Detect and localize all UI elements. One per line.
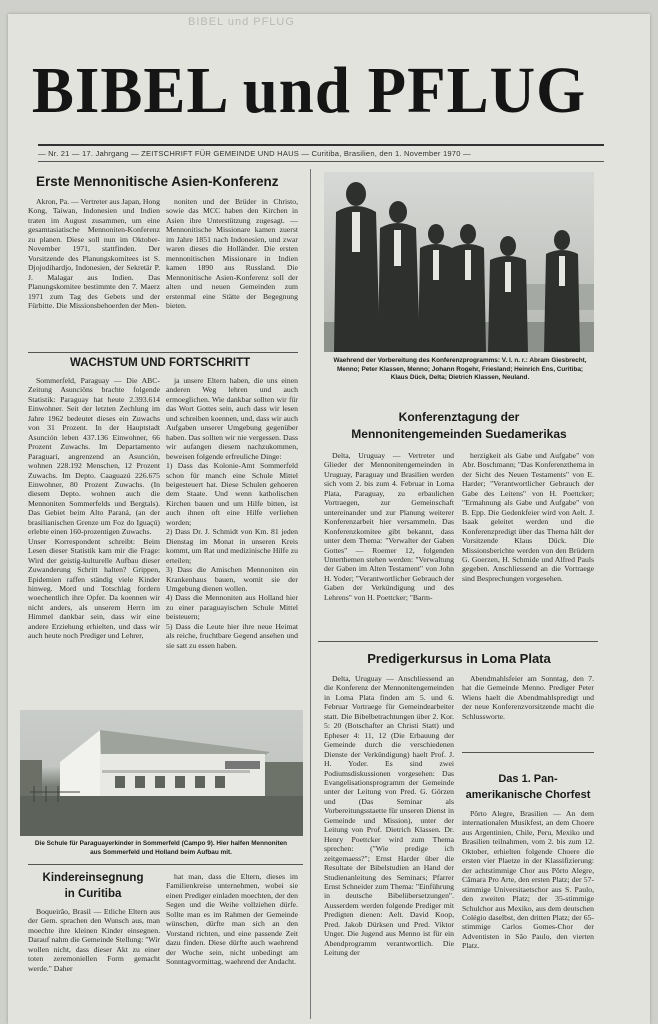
article-konferenz-col1 (324, 451, 454, 636)
section-rule (28, 352, 298, 353)
article-kindereinsegnung-text-1: Boqueirão, Brasil — Etliche Eltern aus der Gem. sprachen den Wunsch aus, man moechte ihre kleinen Kinder einsegnen. Darauf nahm die Gemeinde Stellung: "Wir wollen nicht, dass dieser Akt zu einer toten zeremoniellen Form gemacht werde." Daher (28, 907, 160, 973)
headline-konferenz-2: Mennonitengemeinden Suedamerikas (351, 427, 567, 441)
issue-line: — Nr. 21 — 17. Jahrgang — ZEITSCHRIFT FÜR GEMEINDE UND HAUS — Curitiba, Brasilien, den 1. November 1970 — (38, 149, 471, 158)
headline-chorfest-1: Das 1. Pan- (498, 773, 558, 785)
caption-conference: Waehrend der Vorbereitung des Konferenzprogramms: V. l. n. r.: Abram Giesbrecht, Menno; Peter Klassen, Menno; Johann Rogehr, Friesland; Heinrich Ens, Curitiba; Klaus Dück, Delta; Dietrich Klassen, Neuland. (333, 357, 587, 382)
headline-konferenz-1: Konferenztagung der (398, 410, 520, 424)
article-wachstum-text-1: Sommerfeld, Paraguay — Die ABC-Zeitung Asunciöns brachte folgende Statistik: Paraguay hat heute 2.393.614 Einwohner. Seit der letzten Zechlung im Jahre 1962 bedeutet dieses ein Zuwachs von 31 Prozent. In der Hauptstadt Asunción leben 437.136 Einwohner, 66 Prozent Zuwachs. Im Departamento Paraguarí, angrenzend an Asunción, wohnen 228.192 Menschen, 12 Prozent Zuwachs. Im Depto. Caaguazú 226.675 Einwohner, 80 Prozent Zuwachs. (In diesem Depto. wohnen auch die Mennoniten Sommerfelds und Bergtals). Das Gebiet beim Alto Paraná, (an der brasilianischen Grenze um Foz do Iguaçú) erlebte einen 160-prozentigen Zuwachs. Unser Korrespondent schreibt: Beim Lesen dieser Statistik kam mir die Frage: Wird der geistig-kulturelle Aufbau dieser Zuwanderung Schritt halten? Grippen, Epidemien raffen ständig viele Kinder hinweg. Mord und Totschlag fordern woechentlich ihre Opfer. Da koennen wir nicht anders, als unserem Herrn im Himmel dankbar sein, dass wir eine andere Erziehung erhielten, und dass wir auch heute noch Prediger und Lehrer, (28, 376, 160, 641)
article-predigerkursus-col2 (462, 674, 594, 744)
column-divider (310, 169, 311, 1019)
masthead-rule-bottom (38, 161, 604, 162)
article-predigerkursus-text-1: Delta, Uruguay — Anschliessend an die Konferenz der Mennonitengemeinden in Loma Plata finden am 5. und 6. Februar Vortraege für Gemeindearbeiter statt. Die Bibelbetrachtungen über 2. Kor. 5: 20 (Botschafter an Christi Statt) und Epheser 4: 11, 12 (Die Erbauung der Gemeinde durch die verschiedenen Dienste der Verkündigung) haelt Prof. J. H. Yoder. Es sind zwei Podiumsdiskussionen vorgesehen: Das Evangelisationsprogramm der Gemeinde unter der Leitung von Pred. G. Görzen und (Das Seminar als Vorbereitungsstaette für unseren Dienst in Gemeinde und Mission), unter der Leitung von Prof. Dietrich Klassen. Dr. Henry Poettcker wird zum Thema sprechen: ("Wie predige ich zeitgemaess?"; Ernst Harder über die Resultate der Bibelstudien an Hand der Studienanleitung des Seminars; Pfarrer Ernst Schneider zum Thema: "Einführung in deutsche Bibelübersetzungen". Ausserdem werden folgende Prediger mit Predigten dienen: Aelt. David Koop, Pred. Jakob Dürksen und Pred. Viktor Unger. Die Jugend aus Menno ist für ein Abendprogramm verantwortlich. Die Leitung der (324, 674, 454, 958)
school-photo (20, 710, 303, 836)
article-predigerkursus-col1 (324, 674, 454, 1020)
article-konferenz-text-2: herzigkeit als Gabe und Aufgabe" von Abr. Boschmann; "Das Konferenzthema in der Sicht des Neuen Testaments" von E. Harder; "Verantwortlicher Gebrauch der Gabe des Leitens" von H. Poettcker; "Ermahnung als Gabe und Aufgabe" von B. Epp. Die Gedenkfeier wird von Aelt. J. Isaak geleitet werden und die Konferenzpredigt über das Thema hält der Vorsitzende Klaus Dück. Die Missionsberichte werden von den Brüdern G. Goerzen, H. Schmide und Alfred Pauls gegeben. Anschliessend an die Vortraege sind Besprechungen vorgesehen. (462, 451, 594, 583)
article-wachstum-col2 (166, 376, 298, 704)
article-wachstum-col1 (28, 376, 160, 704)
headline-predigerkursus: Predigerkursus in Loma Plata (367, 651, 551, 666)
section-rule (28, 864, 303, 865)
school-building-image (20, 710, 303, 836)
article-kindereinsegnung-col2 (166, 872, 298, 1017)
article-asien-col2 (166, 197, 298, 349)
masthead-rule-top (38, 144, 604, 146)
article-konferenz-text-1: Delta, Uruguay — Vertreter und Glieder der Mennonitengemeinden in Uruguay, Paraguay und Brasilien werden sich vom 2. bis zum 4. Februar in Loma Plata, Paraguay, zu erbaulichen Vortraegen, zur Gemeinschaft untereinander und zur Planung weiterer Konferenzarbeit hier versammeln. Das Konferenzkomitee gibt bekannt, dass unter dem Thema: "Verwalter der Gaben Gottes" — Roemer 12, folgenden Unterthemen stehen werden: "Verwaltung der Gaben im Alten Testament" von John H. Yoder; "Verantwortlicher Gebrauch der Gaben der Verkündigung und des Lehrens" von H. Poettcker; "Barm- (324, 451, 454, 602)
article-asien-text-2: noniten und der Brüder in Christo, sowie das MCC haben den Kirchen in Asien ihre Unterstützung zugesagt. — Mennonitische Missionare kamen zuerst im Jahre 1851 nach Indonesien, und zwar waren dieses die Holländer. Die ersten mennonitischen Missionare in Indien kamen 1890 aus Russland. Die Mennonitische Asien-Konferenz soll der alten und neuen Gemeinden zum erstenmal eine Stätte der Begegnung bieten. (166, 197, 298, 310)
headline-wachstum: WACHSTUM UND FORTSCHRITT (70, 357, 251, 369)
article-chorfest-col1 (462, 809, 594, 1020)
bleed-through-header: BIBEL und PFLUG (188, 16, 295, 28)
caption-school: Die Schule für Paraguayerkinder in Sommerfeld (Campo 9). Hier halfen Mennoniten aus Sommerfeld und Holland beim Aufbau mit. (34, 840, 288, 856)
headline-asien: Erste Mennonitische Asien-Konferenz (36, 174, 279, 189)
article-konferenz-col2 (462, 451, 594, 636)
article-kindereinsegnung-col1 (28, 907, 160, 1017)
headline-chorfest-2: amerikanische Chorfest (465, 789, 591, 801)
conference-photo (324, 172, 594, 352)
headline-kindereinsegnung-2: in Curitiba (64, 888, 122, 900)
article-chorfest-text-1: Pôrto Alegre, Brasilien — An dem internationalen Musikfest, an dem Choere aus Argentinien, Chile, Peru, Mexiko und Brasilien teilnahmen, vom 2. bis zum 12. Oktober, erhielten folgende Choere die ersten vier Plaetze in der Klassifizierung: der achtstimmige Chor aus Pôrto Alegre, Câmara Pro Arte, den ersten Platz; der 57-stimmige Universitaetschor aus S. Paulo, den zweiten Platz; der 35-stimmige Schulchor aus Mexiko, aus dem deutschen Colégio daselbst, den dritten Platz; der 65-stimmige Carlos Gomes-Chor der Adventisten in São Paulo, den vierten Platz. (462, 809, 594, 951)
section-rule (462, 752, 594, 753)
article-kindereinsegnung-text-2: hat man, dass die Eltern, dieses im Familienkreise unternehmen, wobei sie einen Prediger einladen moechten, der den Segen und die Weihe vollziehen dürfe. Sollte man es im Rahmen der Gemeinde wünschen, dürfte man sich an den Vorstand richten, und eine passende Zeit dazu finden. Diese dürfte auch waehrend der Woche sein, nicht unbedingt am Sonntagvormittag, waehrend der Andacht. (166, 872, 298, 967)
headline-kindereinsegnung-1: Kindereinsegnung (42, 872, 144, 884)
masthead-title: BIBEL und PFLUG (31, 53, 587, 127)
article-asien-col1 (28, 197, 160, 349)
article-wachstum-text-2: ja unsere Eltern haben, die uns einen anderen Weg lehren und auch ermoeglichen. Wie dankbar sollten wir für das Wort Gottes sein, auch dass wir lesen und schreiben koennen, und, dass wir auch Aufgaben unserer Umgebung gegenüber haben. Das sollten wir nie vergessen. Dass wir aufangen diesem nachzukommen, beweisen folgende erfreuliche Dinge: 1) Dass das Kolonie-Amt Sommerfeld schon für manch eine Schule Mittel beigesteuert hat. Diese Schulen gehoeren dem Staate. Und wenn katholischen Kirchen bauen und um Hilfe bitten, ist auch ihnen oft eine Hilfe verliehen worden; 2) Dass Dr. J. Schmidt von Km. 81 jeden Dienstag im Monat in unseren Kreis kommt, um Rat und medizinische Hilfe zu erteilen; 3) Dass die Amischen Mennoniten ein Krankenhaus bauen, womit sie der Umgebung dienen wollen. 4) Dass die Mennoniten aus Holland hier zu einer paraguayischen Schule Mittel beisteuern; 5) Dass die Leute hier ihre neue Heimat als reiche, fruchtbare Gegend ansehen und sie satt zu essen haben. (166, 376, 298, 650)
newspaper-page (8, 14, 650, 1024)
conference-group-image (324, 172, 594, 352)
article-asien-text-1: Akron, Pa. — Vertreter aus Japan, Hong Kong, Taiwan, Indonesien und Indien traten im August zusammen, um eine gesamtasiatische Mennoniten-Konferenz zu planen. Diese soll nun im Oktober-November 1971, stattfinden. Der Vorsitzende des Planungskomitees ist S. Djojodihardjo, Indonesien, der Sekretär P. J. Malagar aus Indien. Das Planungskomitee bestimmte den 7. Maerz 1971 zum Tag des Gebets und der Fürbitte. Die Missionsbehoerden der Men- (28, 197, 160, 310)
article-predigerkursus-text-2: Abendmahlsfeier am Sonntag, den 7. hat die Gemeinde Menno. Prediger Peter Wiens haelt die Abendmahlspredigt und der neue Konferenzvorsitzende macht die Schlussworte. (462, 674, 594, 721)
section-rule (318, 641, 598, 642)
